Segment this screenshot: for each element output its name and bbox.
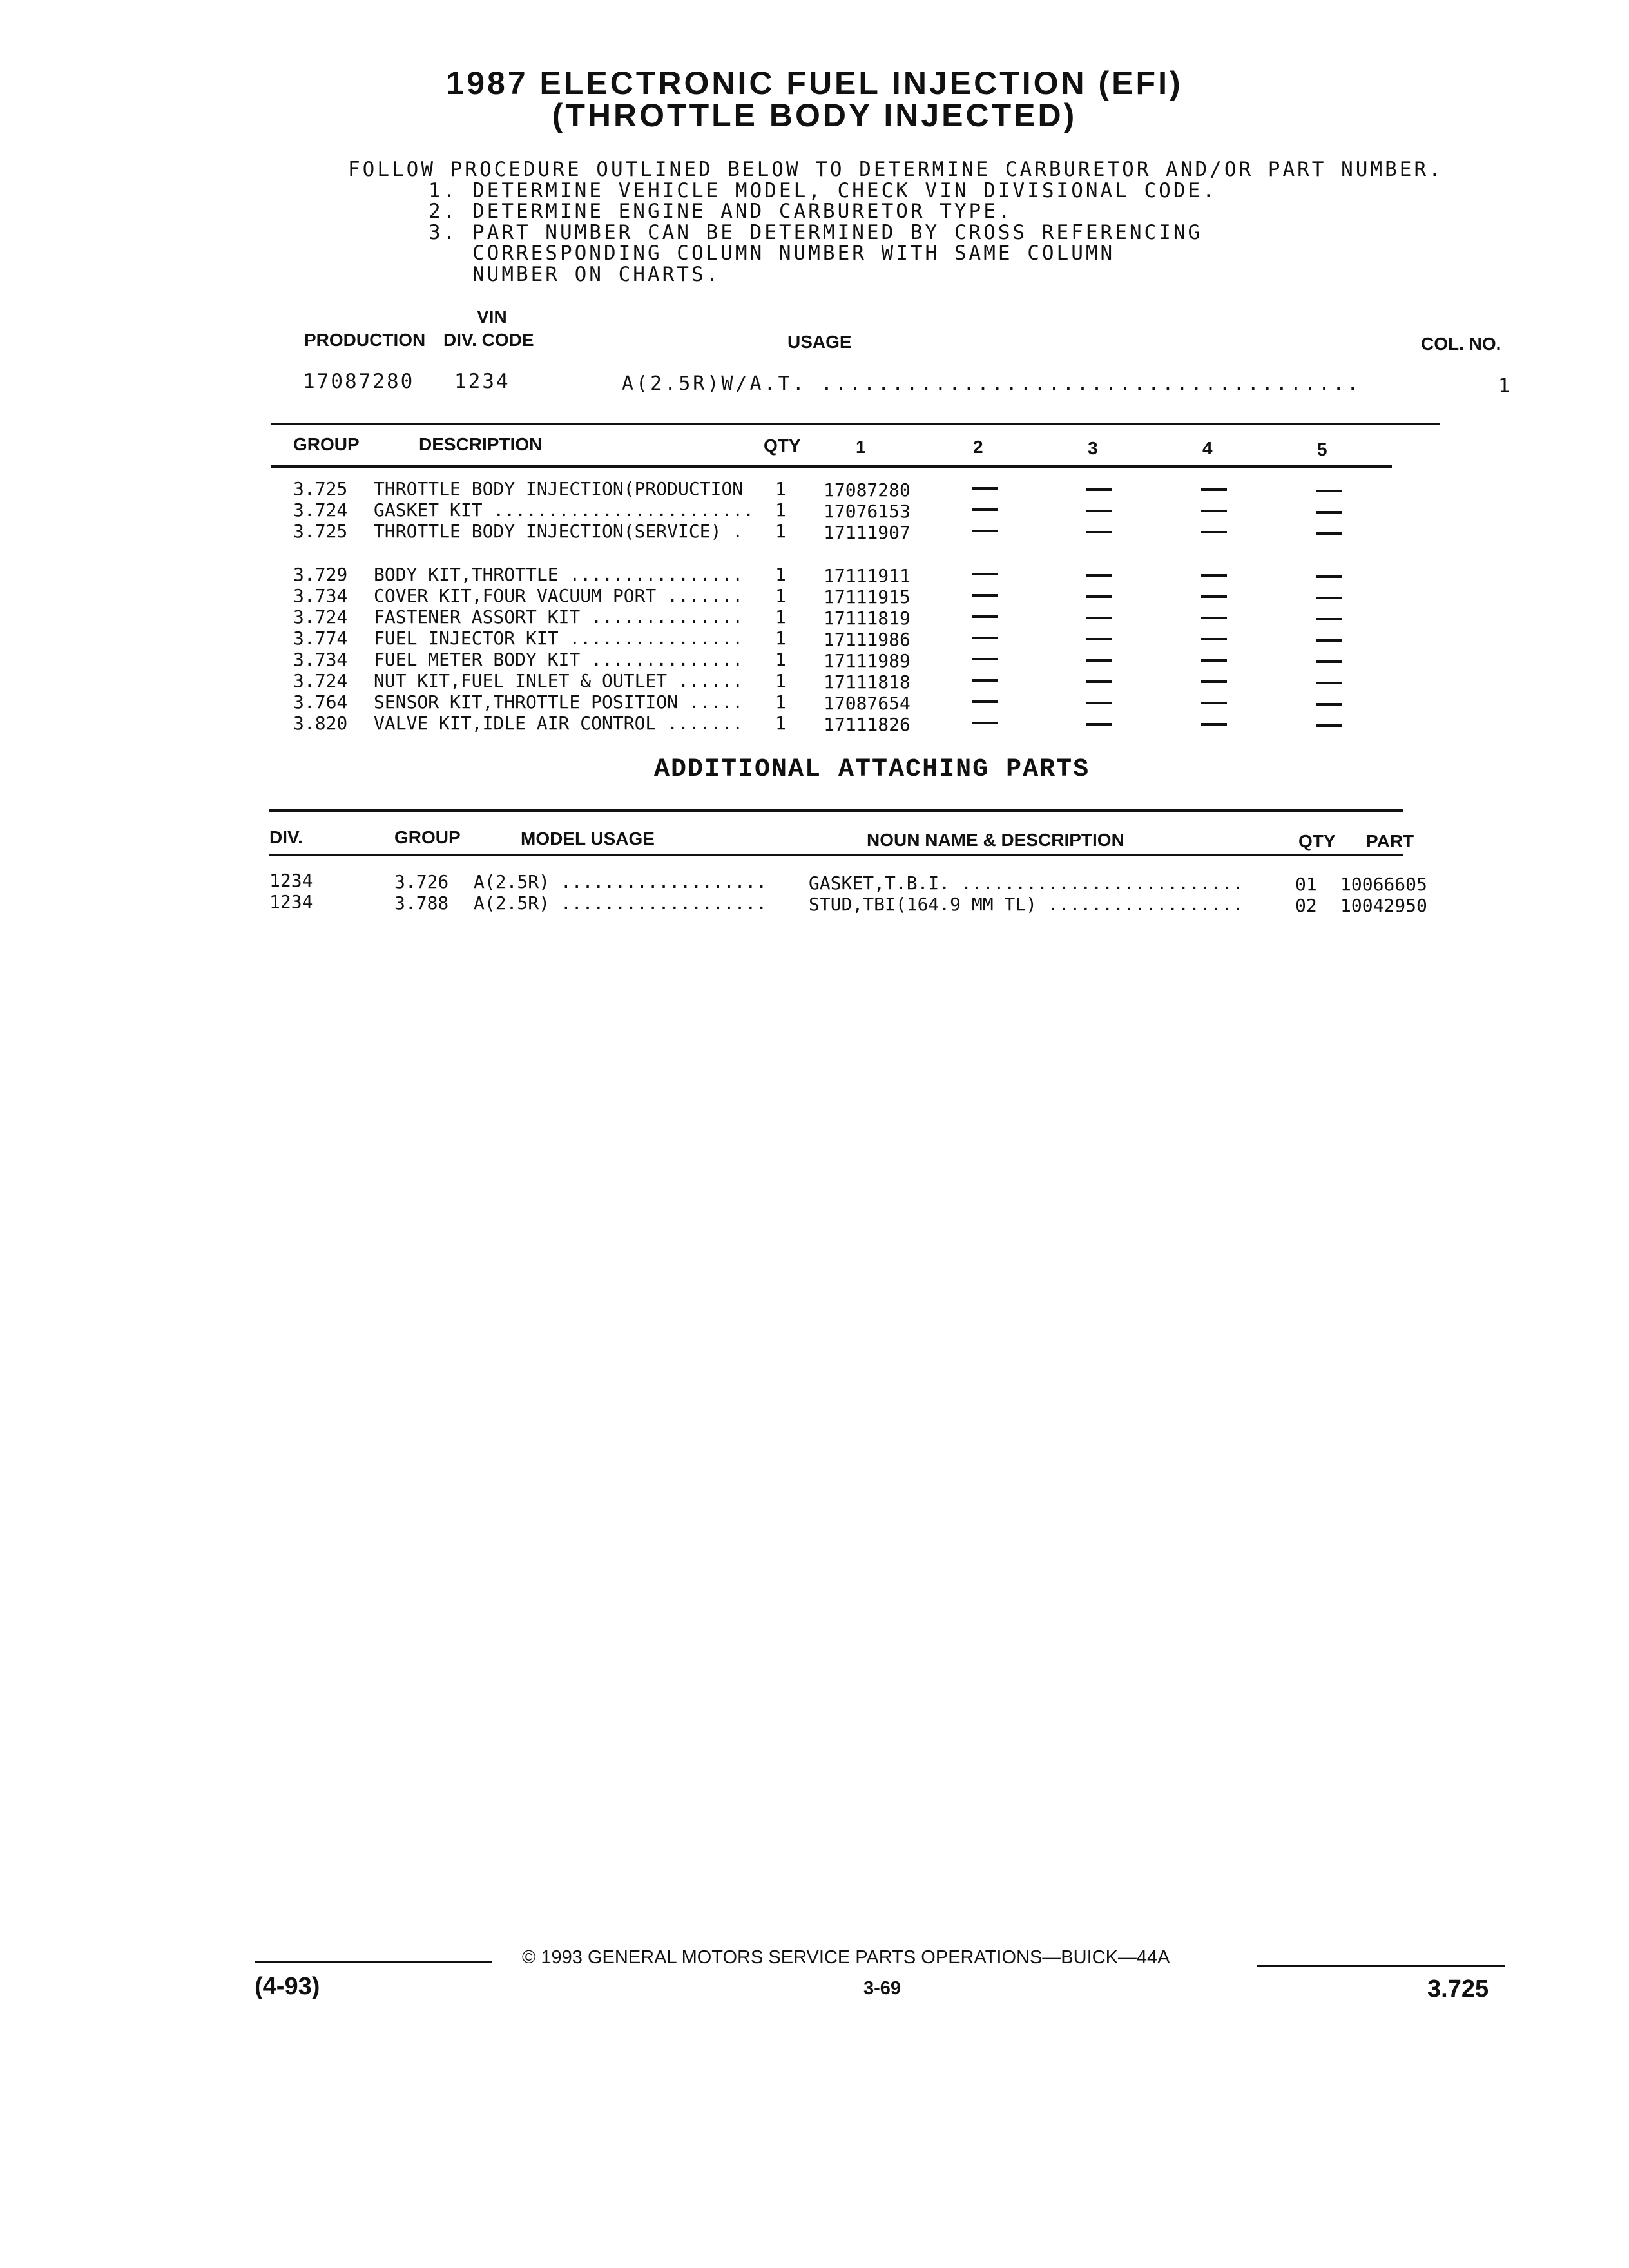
empty-dash bbox=[1086, 574, 1112, 577]
table-row-desc: FUEL INJECTOR KIT ................ bbox=[374, 628, 744, 649]
footer-date: (4-93) bbox=[255, 1973, 320, 2000]
empty-dash bbox=[1316, 639, 1342, 642]
empty-dash bbox=[1086, 659, 1112, 662]
footer-copyright: © 1993 GENERAL MOTORS SERVICE PARTS OPERATIONS—BUICK—44A bbox=[522, 1947, 1170, 1968]
table-row-desc: FUEL METER BODY KIT .............. bbox=[374, 649, 744, 670]
empty-dash bbox=[972, 594, 998, 597]
empty-dash bbox=[1316, 490, 1342, 492]
empty-dash bbox=[972, 530, 998, 532]
table-row-group: 3.788 bbox=[394, 892, 449, 914]
footer-page-number: 3-69 bbox=[863, 1978, 901, 1999]
usage-header: USAGE bbox=[787, 332, 852, 352]
empty-dash bbox=[1316, 660, 1342, 663]
instructions-intro: FOLLOW PROCEDURE OUTLINED BELOW TO DETERMINE CARBURETOR AND/OR PART NUMBER. bbox=[348, 158, 1443, 181]
table-row-qty: 1 bbox=[775, 628, 786, 649]
production-header: PRODUCTION bbox=[304, 330, 426, 350]
col-4-header: 4 bbox=[1202, 438, 1213, 458]
table-row-part: 10066605 bbox=[1340, 874, 1427, 895]
empty-dash bbox=[972, 637, 998, 639]
empty-dash bbox=[972, 508, 998, 511]
col-no-header: COL. NO. bbox=[1421, 334, 1501, 354]
table-row-group: 3.724 bbox=[293, 670, 348, 691]
table-row-part: 17076153 bbox=[824, 501, 911, 522]
production-value: 17087280 bbox=[303, 370, 415, 393]
empty-dash bbox=[1201, 595, 1227, 598]
table-row-group: 3.724 bbox=[293, 499, 348, 521]
empty-dash bbox=[1201, 488, 1227, 491]
table-row-qty: 1 bbox=[775, 670, 786, 691]
table-row-desc: BODY KIT,THROTTLE ................ bbox=[374, 564, 744, 585]
empty-dash bbox=[972, 658, 998, 660]
empty-dash bbox=[972, 487, 998, 490]
empty-dash bbox=[1316, 575, 1342, 578]
div-header: DIV. bbox=[269, 827, 303, 847]
table-row-div: 1234 bbox=[269, 891, 313, 912]
empty-dash bbox=[1316, 724, 1342, 727]
div-code-header: DIV. CODE bbox=[443, 330, 534, 350]
footer-rule bbox=[1257, 1965, 1505, 1967]
table-row-qty: 1 bbox=[775, 585, 786, 606]
empty-dash bbox=[1086, 702, 1112, 704]
table-row-part: 17111818 bbox=[824, 671, 911, 693]
table-row-group: 3.729 bbox=[293, 564, 348, 585]
table-row-qty: 1 bbox=[775, 713, 786, 734]
table-row-part: 17111911 bbox=[824, 565, 911, 586]
table-row-group: 3.764 bbox=[293, 691, 348, 713]
table-row-group: 3.724 bbox=[293, 606, 348, 628]
table-row-qty: 1 bbox=[775, 649, 786, 670]
noun-header: NOUN NAME & DESCRIPTION bbox=[867, 830, 1124, 850]
empty-dash bbox=[1086, 638, 1112, 640]
vin-header: VIN bbox=[477, 307, 507, 327]
empty-dash bbox=[972, 679, 998, 682]
table-row-model: A(2.5R) ................... bbox=[474, 892, 767, 914]
table-row-group: 3.820 bbox=[293, 713, 348, 734]
instruction-step: CORRESPONDING COLUMN NUMBER WITH SAME COLUMN bbox=[429, 242, 1115, 265]
table-row-qty: 1 bbox=[775, 478, 786, 499]
div-code-value: 1234 bbox=[454, 370, 510, 393]
empty-dash bbox=[1201, 659, 1227, 662]
footer-rule bbox=[255, 1961, 492, 1963]
empty-dash bbox=[1201, 702, 1227, 704]
empty-dash bbox=[1201, 638, 1227, 640]
section-heading: ADDITIONAL ATTACHING PARTS bbox=[654, 755, 1090, 784]
table-row-group: 3.725 bbox=[293, 478, 348, 499]
table-row-group: 3.725 bbox=[293, 521, 348, 542]
table-row-part: 17111989 bbox=[824, 650, 911, 671]
table-row-desc: COVER KIT,FOUR VACUUM PORT ....... bbox=[374, 585, 744, 606]
col-1-header: 1 bbox=[856, 437, 866, 457]
empty-dash bbox=[1316, 597, 1342, 599]
table-row-qty: 1 bbox=[775, 691, 786, 713]
empty-dash bbox=[1201, 531, 1227, 533]
empty-dash bbox=[972, 615, 998, 618]
group-header: GROUP bbox=[394, 827, 461, 847]
col-3-header: 3 bbox=[1088, 438, 1098, 458]
table-row-group: 3.734 bbox=[293, 585, 348, 606]
empty-dash bbox=[1086, 531, 1112, 533]
table-row-part: 10042950 bbox=[1340, 895, 1427, 916]
table-row-desc: FASTENER ASSORT KIT .............. bbox=[374, 606, 744, 628]
empty-dash bbox=[1316, 682, 1342, 684]
table-row-desc: THROTTLE BODY INJECTION(SERVICE) . bbox=[374, 521, 744, 542]
empty-dash bbox=[972, 573, 998, 575]
table-row-part: 17111915 bbox=[824, 586, 911, 608]
empty-dash bbox=[1086, 723, 1112, 726]
table-row-qty: 1 bbox=[775, 606, 786, 628]
empty-dash bbox=[1201, 510, 1227, 512]
empty-dash bbox=[972, 700, 998, 703]
page-title: 1987 ELECTRONIC FUEL INJECTION (EFI) bbox=[446, 65, 1183, 101]
table-row-qty: 01 bbox=[1295, 874, 1317, 895]
table-row-part: 17087654 bbox=[824, 693, 911, 714]
empty-dash bbox=[1086, 510, 1112, 512]
model-usage-header: MODEL USAGE bbox=[521, 829, 655, 849]
empty-dash bbox=[1086, 488, 1112, 491]
table-row-qty: 1 bbox=[775, 564, 786, 585]
empty-dash bbox=[1086, 617, 1112, 619]
divider bbox=[269, 854, 1403, 856]
qty-header: QTY bbox=[764, 436, 801, 456]
empty-dash bbox=[1201, 680, 1227, 683]
table-row-group: 3.774 bbox=[293, 628, 348, 649]
table-row-group: 3.726 bbox=[394, 871, 449, 892]
col-2-header: 2 bbox=[973, 437, 983, 457]
group-header: GROUP bbox=[293, 434, 360, 454]
table-row-div: 1234 bbox=[269, 870, 313, 891]
empty-dash bbox=[1201, 723, 1227, 726]
divider bbox=[269, 809, 1403, 812]
table-row-part: 17111826 bbox=[824, 714, 911, 735]
divider bbox=[271, 465, 1392, 468]
col-5-header: 5 bbox=[1317, 439, 1327, 459]
footer-section-number: 3.725 bbox=[1427, 1975, 1489, 2003]
empty-dash bbox=[1316, 532, 1342, 535]
table-row-desc: NUT KIT,FUEL INLET & OUTLET ...... bbox=[374, 670, 744, 691]
table-row-desc: THROTTLE BODY INJECTION(PRODUCTION bbox=[374, 478, 744, 499]
table-row-qty: 02 bbox=[1295, 895, 1317, 916]
table-row-desc: GASKET KIT ........................ bbox=[374, 499, 755, 521]
page-subtitle: (THROTTLE BODY INJECTED) bbox=[552, 97, 1077, 133]
empty-dash bbox=[1316, 703, 1342, 706]
table-row-group: 3.734 bbox=[293, 649, 348, 670]
table-row-noun: STUD,TBI(164.9 MM TL) .................. bbox=[809, 894, 1244, 915]
table-row-qty: 1 bbox=[775, 499, 786, 521]
table-row-noun: GASKET,T.B.I. .......................... bbox=[809, 872, 1244, 894]
empty-dash bbox=[1316, 511, 1342, 514]
empty-dash bbox=[972, 722, 998, 724]
qty-header: QTY bbox=[1298, 831, 1336, 851]
empty-dash bbox=[1316, 618, 1342, 620]
empty-dash bbox=[1086, 680, 1112, 683]
table-row-desc: VALVE KIT,IDLE AIR CONTROL ....... bbox=[374, 713, 744, 734]
divider bbox=[271, 423, 1440, 425]
instruction-step: NUMBER ON CHARTS. bbox=[429, 263, 721, 286]
table-row-part: 17087280 bbox=[824, 479, 911, 501]
empty-dash bbox=[1201, 574, 1227, 577]
empty-dash bbox=[1201, 617, 1227, 619]
table-row-desc: SENSOR KIT,THROTTLE POSITION ..... bbox=[374, 691, 744, 713]
empty-dash bbox=[1086, 595, 1112, 598]
description-header: DESCRIPTION bbox=[419, 434, 543, 454]
table-row-part: 17111819 bbox=[824, 608, 911, 629]
usage-value: A(2.5R)W/A.T. ...................................... bbox=[622, 372, 1362, 395]
table-row-model: A(2.5R) ................... bbox=[474, 871, 767, 892]
instruction-step: 3. PART NUMBER CAN BE DETERMINED BY CROSS REFERENCING bbox=[429, 221, 1203, 244]
table-row-qty: 1 bbox=[775, 521, 786, 542]
table-row-part: 17111907 bbox=[824, 522, 911, 543]
instruction-step: 1. DETERMINE VEHICLE MODEL, CHECK VIN DIVISIONAL CODE. bbox=[429, 179, 1217, 202]
col-no-value: 1 bbox=[1498, 375, 1510, 398]
table-row-part: 17111986 bbox=[824, 629, 911, 650]
instruction-step: 2. DETERMINE ENGINE AND CARBURETOR TYPE. bbox=[429, 200, 1013, 223]
part-header: PART bbox=[1366, 831, 1414, 851]
